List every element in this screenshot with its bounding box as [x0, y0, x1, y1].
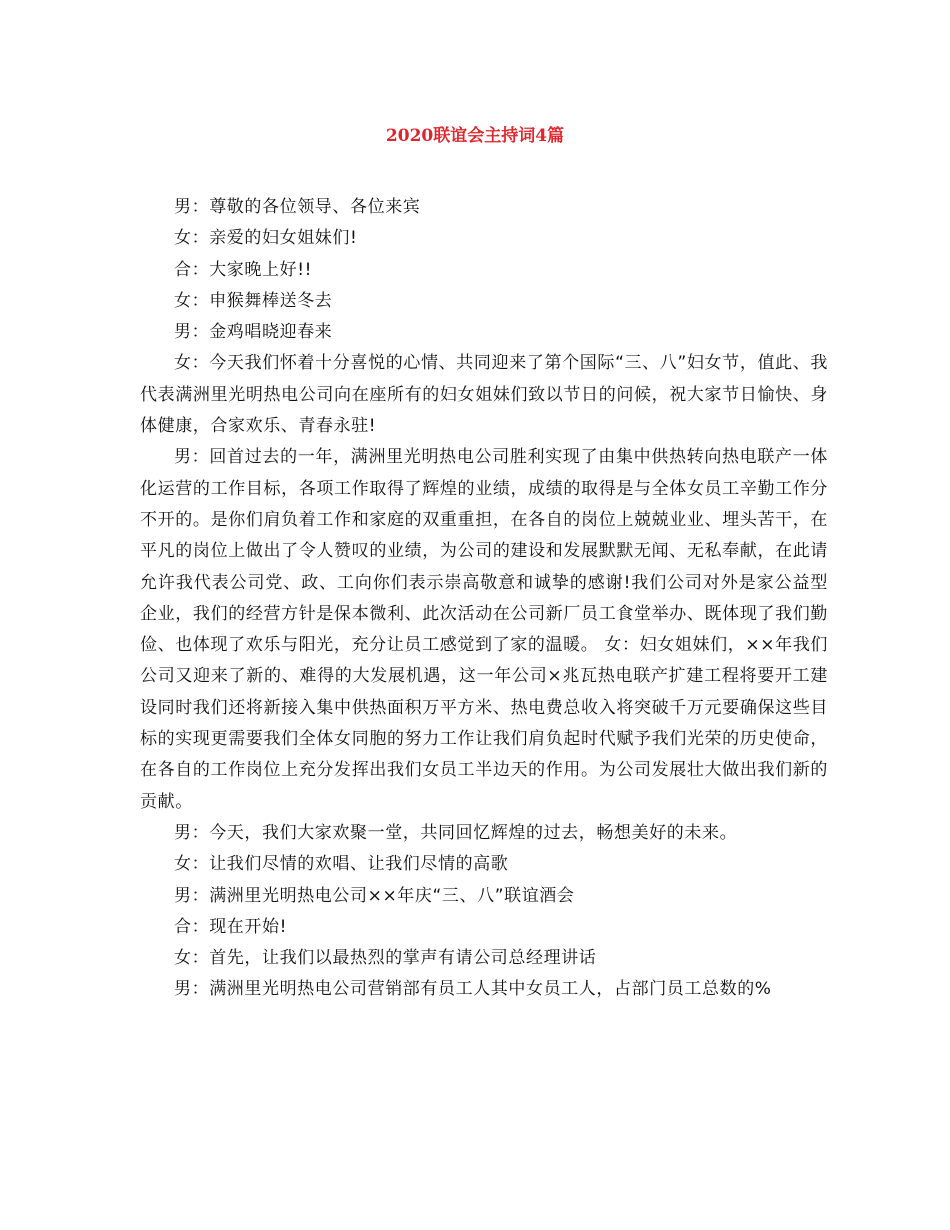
paragraph: 合：现在开始!: [174, 916, 288, 937]
paragraph: 男：金鸡唱晓迎春来: [174, 322, 333, 343]
paragraph: 女：首先，让我们以最热烈的掌声有请公司总经理讲话: [174, 948, 597, 969]
paragraph: 男：尊敬的各位领导、各位来宾: [174, 197, 421, 217]
paragraph: 女：让我们尽情的欢唱、让我们尽情的高歌: [174, 854, 509, 875]
paragraph: 女：亲爱的妇女姐妹们!: [174, 228, 358, 249]
paragraph: 女：申猴舞棒送冬去: [174, 290, 333, 311]
paragraph: 女：今天我们怀着十分喜悦的心情、共同迎来了第个国际“三、八”妇女节，值此、我代表满洲里光明热电公司向在座所有的妇女姐妹们致以节日的问候，祝大家节日愉快、身体健康，合家欢乐、青春永驻!: [140, 353, 828, 437]
paragraph: 男：回首过去的一年，满洲里光明热电公司胜利实现了由集中供热转向热电联产一体化运营的工作目标，各项工作取得了辉煌的业绩，成绩的取得是与全体女员工辛勤工作分不开的。是你们肩负着工作和家庭的双重重担，在各自的岗位上兢兢业业、埋头苦干，在平凡的岗位上做出了令人赞叹的业绩，为公司的建设和发展默默无闻、无私奉献，在此请允许我代表公司党、政、工向你们表示崇高敬意和诚挚的感谢!我们公司对外是家公益型企业，我们的经营方针是保本微利、此次活动在公司新厂员工食堂举办、既体现了我们勤俭、也体现了欢乐与阳光，充分让员工感觉到了家的温暖。 女：妇女姐妹们，××年我们公司又迎来了新的、难得的大发展机遇，这一年公司×兆瓦热电联产扩建工程将要开工建设同时我们还将新接入集中供热面积万平方米、热电费总收入将突破千万元要确保这些目标的实现更需要我们全体女同胞的努力工作让我们肩负起时代赋予我们光荣的历史使命，在各自的工作岗位上充分发挥出我们女员工半边天的作用。为公司发展壮大做出我们新的贡献。: [140, 447, 828, 812]
paragraph: 合：大家晚上好!!: [174, 259, 313, 280]
document-title: 2020联谊会主持词4篇: [385, 126, 565, 146]
paragraph: 男：满洲里光明热电公司营销部有员工人其中女员工人，占部门员工总数的%: [174, 979, 772, 1000]
document-body: [140, 192, 828, 1006]
paragraph: 男：今天，我们大家欢聚一堂，共同回忆辉煌的过去，畅想美好的未来。: [174, 822, 738, 843]
paragraph: 男：满洲里光明热电公司××年庆“三、八”联谊酒会: [174, 885, 575, 906]
